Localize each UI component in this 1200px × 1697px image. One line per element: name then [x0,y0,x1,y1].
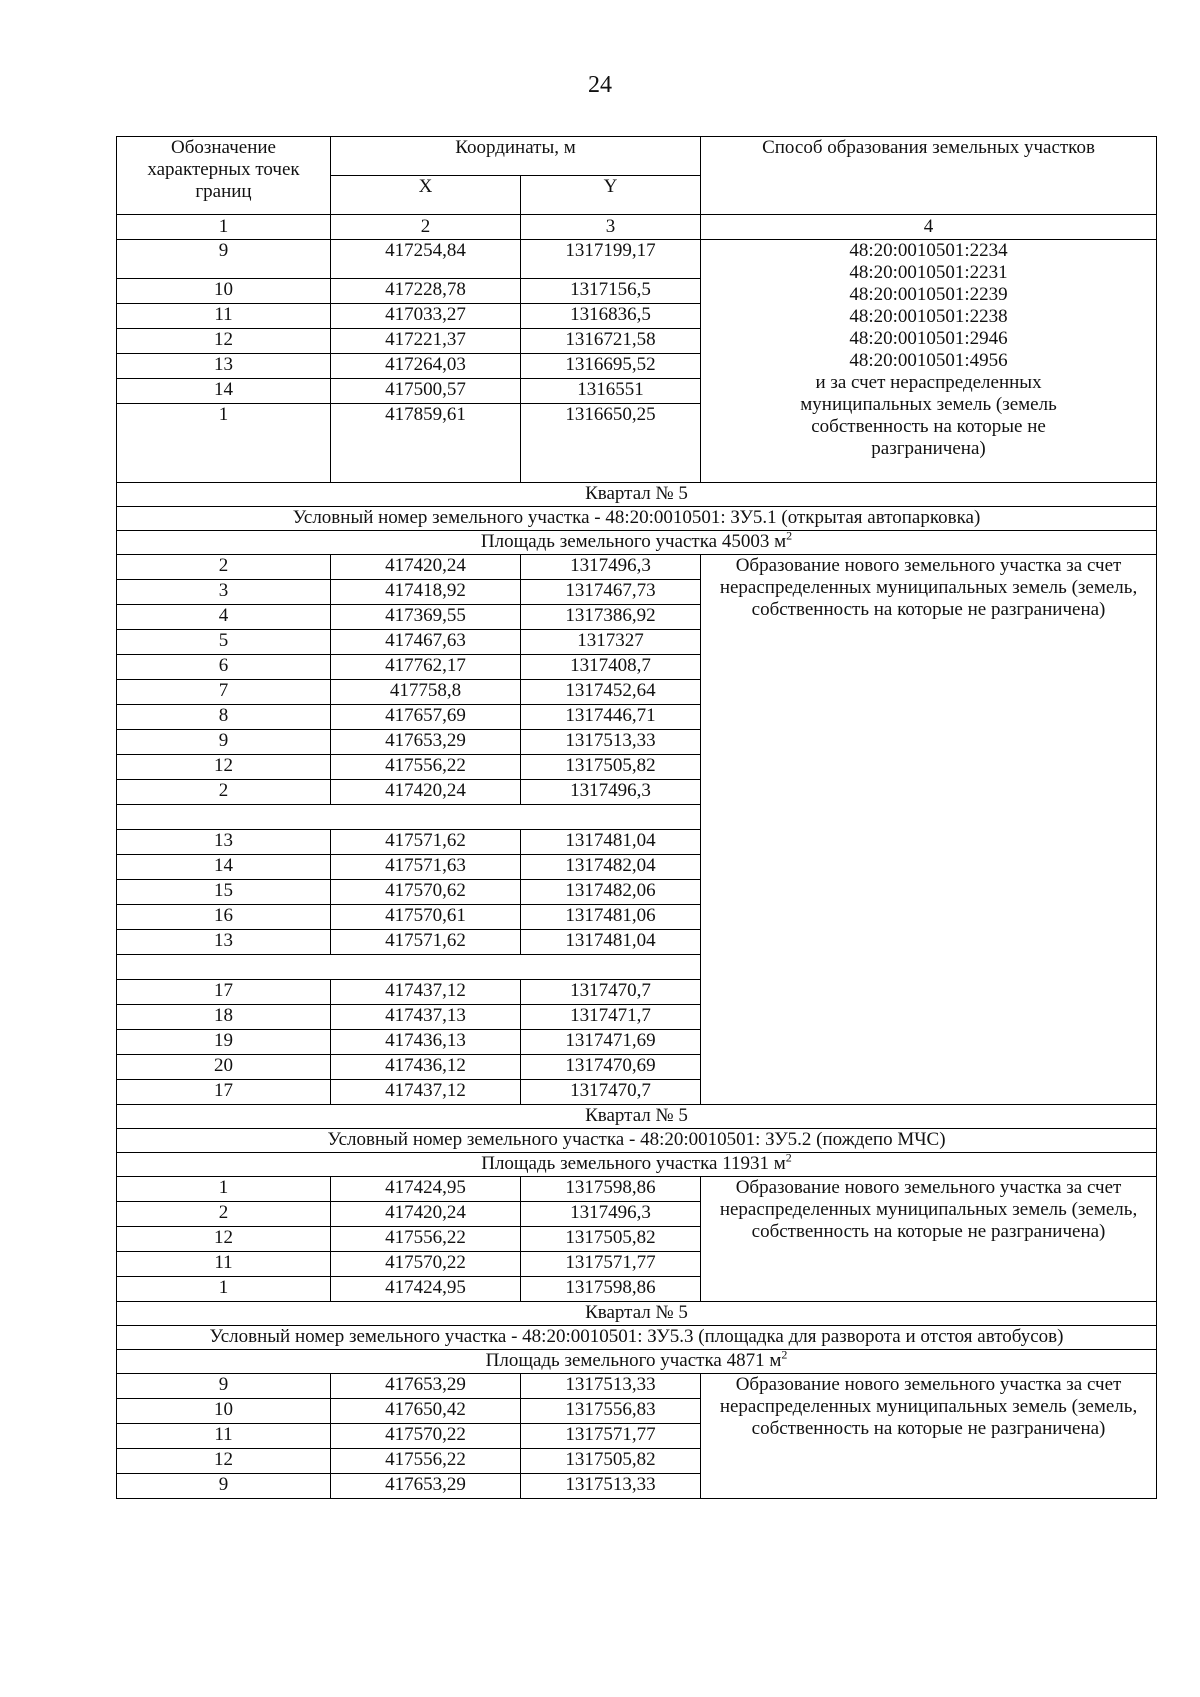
y-cell: 1317513,33 [521,1374,701,1399]
header-row [117,137,1157,176]
point-cell: 11 [117,1252,331,1277]
quarter-label-row [117,483,1157,507]
y-cell: 1317470,7 [521,980,701,1005]
y-cell: 1317470,7 [521,1080,701,1105]
point-cell: 5 [117,630,331,655]
y-cell: 1317481,04 [521,930,701,955]
y-cell: 1316695,52 [521,354,701,379]
x-cell: 417758,8 [331,680,521,705]
y-cell: 1316650,25 [521,404,701,483]
header-y-label: Y [521,176,701,215]
x-cell: 417436,12 [331,1055,521,1080]
quarter-label-row [117,1105,1157,1129]
x-cell: 417437,12 [331,1080,521,1105]
y-cell: 1317496,3 [521,780,701,805]
point-cell: 4 [117,605,331,630]
x-cell: 417221,37 [331,329,521,354]
parcel-label-text: Условный номер земельного участка - 48:20:0010501: ЗУ5.1 (открытая автопарковка) [292,507,981,528]
quarter-label-row [117,1302,1157,1326]
x-cell: 417571,63 [331,855,521,880]
coordinates-table [116,136,1157,1499]
quarter-label-text: Квартал № 5 [585,483,688,504]
page-number: 24 [588,72,612,98]
point-cell: 2 [117,780,331,805]
y-cell: 1317571,77 [521,1252,701,1277]
x-cell: 417436,13 [331,1030,521,1055]
point-cell: 1 [117,1277,331,1302]
x-cell: 417657,69 [331,705,521,730]
method-line: разграничена) [871,438,986,459]
point-cell: 11 [117,304,331,329]
area-label-row [117,531,1157,555]
y-cell: 1317496,3 [521,555,701,580]
y-cell: 1316551 [521,379,701,404]
parcel-label-text: Условный номер земельного участка - 48:20:0010501: ЗУ5.3 (площадка для разворота и отстоя автобусов) [209,1326,1064,1347]
x-cell: 417437,12 [331,980,521,1005]
column-number-row [117,215,1157,240]
y-cell: 1317556,83 [521,1399,701,1424]
area-label-sup: 2 [785,1152,792,1165]
area-label-row [117,1350,1157,1374]
parcel-label [117,1129,1157,1153]
spacer-cell [117,955,701,980]
method-line: 48:20:0010501:4956 [849,350,1008,371]
y-cell: 1317482,06 [521,880,701,905]
y-cell: 1317471,7 [521,1005,701,1030]
point-cell: 17 [117,1080,331,1105]
x-cell: 417570,62 [331,880,521,905]
quarter-label [117,1105,1157,1129]
x-cell: 417420,24 [331,555,521,580]
x-cell: 417369,55 [331,605,521,630]
y-cell: 1317467,73 [521,580,701,605]
method-line: 48:20:0010501:2946 [849,328,1008,349]
x-cell: 417556,22 [331,1227,521,1252]
x-cell: 417420,24 [331,780,521,805]
point-cell: 10 [117,1399,331,1424]
point-cell: 9 [117,1474,331,1499]
y-cell: 1317452,64 [521,680,701,705]
point-cell: 2 [117,555,331,580]
area-label-text: Площадь земельного участка 45003 м [480,531,787,552]
x-cell: 417650,42 [331,1399,521,1424]
x-cell: 417424,95 [331,1177,521,1202]
point-cell: 14 [117,855,331,880]
y-cell: 1317571,77 [521,1424,701,1449]
y-cell: 1317470,69 [521,1055,701,1080]
method-cell: Образование нового земельного участка за счет нераспределенных муниципальных земель (земель, собственность на которые не разграничена) [701,555,1157,1105]
header-method-label: Способ образования земельных участков [701,137,1157,215]
y-cell: 1317386,92 [521,605,701,630]
area-label-sup: 2 [781,1349,788,1362]
column-number: 3 [521,215,701,240]
method-line: 48:20:0010501:2238 [849,306,1008,327]
y-cell: 1317408,7 [521,655,701,680]
point-cell: 20 [117,1055,331,1080]
area-label [117,1350,1157,1374]
x-cell: 417653,29 [331,1374,521,1399]
quarter-label-text: Квартал № 5 [585,1302,688,1323]
point-cell: 12 [117,329,331,354]
y-cell: 1316836,5 [521,304,701,329]
x-cell: 417762,17 [331,655,521,680]
x-cell: 417653,29 [331,730,521,755]
method-line: 48:20:0010501:2231 [849,262,1008,283]
parcel-label [117,1326,1157,1350]
x-cell: 417570,61 [331,905,521,930]
quarter-label-text: Квартал № 5 [585,1105,688,1126]
method-line: 48:20:0010501:2239 [849,284,1008,305]
header-coords-label: Координаты, м [331,137,701,176]
y-cell: 1317505,82 [521,755,701,780]
point-cell: 2 [117,1202,331,1227]
column-number: 4 [701,215,1157,240]
area-label-text: Площадь земельного участка 11931 м [481,1153,786,1174]
x-cell: 417570,22 [331,1424,521,1449]
y-cell: 1317496,3 [521,1202,701,1227]
parcel-label-row [117,1129,1157,1153]
header-point-label: Обозначение характерных точек границ [117,137,331,215]
point-cell: 19 [117,1030,331,1055]
y-cell: 1317446,71 [521,705,701,730]
point-cell: 1 [117,404,331,483]
point-cell: 1 [117,1177,331,1202]
point-cell: 12 [117,755,331,780]
y-cell: 1317471,69 [521,1030,701,1055]
point-cell: 3 [117,580,331,605]
y-cell: 1317327 [521,630,701,655]
parcel-label-row [117,1326,1157,1350]
point-cell: 16 [117,905,331,930]
y-cell: 1317513,33 [521,730,701,755]
point-cell: 8 [117,705,331,730]
table-row [117,555,1157,580]
x-cell: 417420,24 [331,1202,521,1227]
method-cell: Образование нового земельного участка за счет нераспределенных муниципальных земель (земель, собственность на которые не разграничена) [701,1177,1157,1302]
x-cell: 417556,22 [331,1449,521,1474]
point-cell: 11 [117,1424,331,1449]
x-cell: 417570,22 [331,1252,521,1277]
y-cell: 1317156,5 [521,279,701,304]
point-cell: 14 [117,379,331,404]
point-cell: 9 [117,240,331,279]
x-cell: 417571,62 [331,830,521,855]
x-cell: 417033,27 [331,304,521,329]
x-cell: 417556,22 [331,755,521,780]
y-cell: 1317513,33 [521,1474,701,1499]
method-cell [701,240,1157,483]
point-cell: 12 [117,1449,331,1474]
y-cell: 1317505,82 [521,1227,701,1252]
parcel-label-text: Условный номер земельного участка - 48:20:0010501: ЗУ5.2 (пождепо МЧС) [327,1129,946,1150]
point-cell: 18 [117,1005,331,1030]
quarter-label [117,483,1157,507]
point-cell: 13 [117,354,331,379]
y-cell: 1317598,86 [521,1277,701,1302]
point-cell: 13 [117,930,331,955]
x-cell: 417228,78 [331,279,521,304]
point-cell: 15 [117,880,331,905]
area-label-sup: 2 [786,530,793,543]
header-x-label: X [331,176,521,215]
method-cell: Образование нового земельного участка за счет нераспределенных муниципальных земель (земель, собственность на которые не разграничена) [701,1374,1157,1499]
point-cell: 12 [117,1227,331,1252]
x-cell: 417424,95 [331,1277,521,1302]
y-cell: 1317598,86 [521,1177,701,1202]
point-cell: 17 [117,980,331,1005]
point-cell: 10 [117,279,331,304]
y-cell: 1317199,17 [521,240,701,279]
table-row [117,1177,1157,1202]
area-label-text: Площадь земельного участка 4871 м [485,1350,782,1371]
method-line: муниципальных земель (земель [800,394,1057,415]
x-cell: 417437,13 [331,1005,521,1030]
area-label-row [117,1153,1157,1177]
y-cell: 1317505,82 [521,1449,701,1474]
parcel-label [117,507,1157,531]
area-label [117,531,1157,555]
method-line: и за счет нераспределенных [815,372,1042,393]
parcel-label-row [117,507,1157,531]
area-label [117,1153,1157,1177]
table-row [117,1374,1157,1399]
method-line: собственность на которые не [811,416,1046,437]
point-cell: 13 [117,830,331,855]
y-cell: 1317482,04 [521,855,701,880]
y-cell: 1317481,06 [521,905,701,930]
method-line: 48:20:0010501:2234 [849,240,1008,261]
x-cell: 417467,63 [331,630,521,655]
x-cell: 417500,57 [331,379,521,404]
x-cell: 417264,03 [331,354,521,379]
x-cell: 417653,29 [331,1474,521,1499]
table-row [117,240,1157,279]
point-cell: 7 [117,680,331,705]
x-cell: 417418,92 [331,580,521,605]
point-cell: 9 [117,730,331,755]
x-cell: 417254,84 [331,240,521,279]
spacer-cell [117,805,701,830]
x-cell: 417859,61 [331,404,521,483]
quarter-label [117,1302,1157,1326]
column-number: 1 [117,215,331,240]
y-cell: 1316721,58 [521,329,701,354]
x-cell: 417571,62 [331,930,521,955]
y-cell: 1317481,04 [521,830,701,855]
point-cell: 9 [117,1374,331,1399]
column-number: 2 [331,215,521,240]
point-cell: 6 [117,655,331,680]
